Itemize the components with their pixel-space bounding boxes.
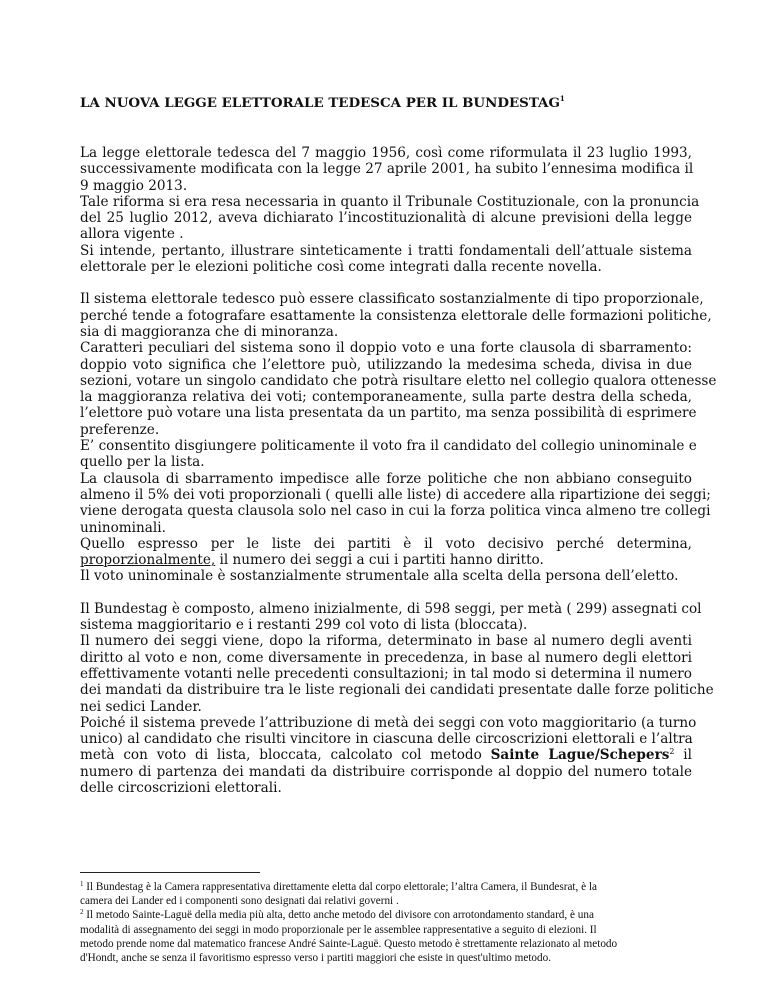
text-line: numero di partenza dei mandati da distribuire corrisponde al doppio del numero totale — [80, 763, 692, 780]
text-line: diritto al voto e non, come diversamente in precedenza, in base al numero degli elettori — [80, 649, 692, 666]
text-line: Quello espresso per le liste dei partiti è il voto decisivo perché determina, — [80, 535, 692, 552]
paragraph-system — [80, 291, 717, 585]
text-line: uninominali. — [80, 519, 166, 536]
text-line: 9 maggio 2013. — [80, 177, 188, 194]
text-line: preferenze. — [80, 421, 160, 438]
text-line: Caratteri peculiari del sistema sono il doppio voto e una forte clausola di sbarramento: — [80, 340, 692, 357]
text-line-start: metà con voto di lista, bloccata, calcolato col metodo — [80, 747, 491, 764]
text-line: Il sistema elettorale tedesco può essere classificato sostanzialmente di tipo proporzionale, — [80, 291, 704, 308]
text-line: viene derogata questa clausola solo nel caso in cui la forza politica vinca almeno tre collegi — [80, 503, 711, 520]
document-title — [80, 95, 565, 111]
text-line-rest: il numero dei seggi a cui i partiti hanno diritto. — [215, 552, 544, 569]
title-text: LA NUOVA LEGGE ELETTORALE TEDESCA PER IL BUNDESTAG — [80, 95, 560, 111]
text-line: Poiché il sistema prevede l’attribuzione di metà dei seggi con voto maggioritario (a turno — [80, 714, 697, 731]
text-line: sezioni, votare un singolo candidato che potrà risultare eletto nel collegio qualora ottenesse — [80, 372, 717, 389]
text-line-method — [80, 747, 692, 763]
text-line: l’elettore può votare una lista presentata da un partito, ma senza possibilità di esprimere — [80, 405, 697, 422]
text-line: Tale riforma si era resa necessaria in quanto il Tribunale Costituzionale, con la pronuncia — [80, 193, 700, 210]
footnote-line: metodo prende nome dal matematico francese André Sainte-Laguë. Questo metodo è strettamente relazionato al metodo — [80, 937, 618, 950]
title-footnote-ref[interactable]: 1 — [559, 94, 565, 103]
text-line: effettivamente votanti nelle precedenti consultazioni; in tal modo si determina il numero — [80, 665, 692, 682]
text-line: del 25 luglio 2012, aveva dichiarato l’incostituzionalità di alcune previsioni della legge — [80, 210, 692, 227]
footnote-2 — [80, 908, 692, 965]
text-line: Si intende, pertanto, illustrare sinteticamente i tratti fondamentali dell’attuale sistema — [80, 242, 692, 259]
footnotes — [80, 880, 692, 965]
text-line: E’ consentito disgiungere politicamente il voto fra il candidato del collegio uninominale e — [80, 438, 697, 455]
text-line: La legge elettorale tedesca del 7 maggio 1956, così come riformulata il 23 luglio 1993, — [80, 145, 692, 161]
footnote-mark: 2 — [80, 908, 84, 917]
paragraph-bundestag — [80, 600, 714, 797]
text-line: sistema maggioritario e i restanti 299 col voto di lista (bloccata). — [80, 617, 528, 634]
text-line: successivamente modificata con la legge 27 aprile 2001, ha subito l’ennesima modifica il — [80, 161, 694, 178]
text-line-end: il — [674, 747, 692, 764]
text-line: La clausola di sbarramento impedisce alle forze politiche che non abbiano conseguito — [80, 470, 692, 487]
text-line: dei mandati da distribuire tra le liste regionali dei candidati presentate dalle forze politiche — [80, 682, 714, 699]
footnote-divider — [80, 872, 260, 873]
document-body — [80, 145, 717, 812]
underlined-word: proporzionalmente, — [80, 552, 216, 569]
text-line: delle circoscrizioni elettorali. — [80, 779, 282, 796]
text-line: almeno il 5% dei voti proporzionali ( quelli alle liste) di accedere alla ripartizione dei seggi; — [80, 486, 711, 503]
text-line: unico) al candidato che risulti vincitore in ciascuna delle circoscrizioni elettorali e l’altra — [80, 731, 693, 748]
method-name: Sainte Lague/Schepers — [490, 747, 670, 764]
footnote-line: camera dei Lander ed i componenti sono designati dai relativi governi . — [80, 895, 399, 908]
text-line: la maggioranza relativa dei voti; contemporaneamente, sulla parte destra della scheda, — [80, 389, 692, 406]
paragraph-intro — [80, 145, 700, 276]
footnote-text: Il Bundestag è la Camera rappresentativa direttamente eletta dal corpo elettorale; l’altra Camera, il Bundesrat, è la — [83, 881, 597, 893]
footnote-line — [80, 880, 692, 894]
footnote-line: modalità di assegnamento dei seggi in modo proporzionale per le assemblee rappresentative a seguito di elezioni. Il — [80, 923, 597, 936]
text-line: elettorale per le elezioni politiche così come integrati dalla recente novella. — [80, 259, 602, 276]
footnote-1 — [80, 880, 692, 908]
method-footnote-ref[interactable]: 2 — [669, 747, 675, 757]
footnote-mark: 1 — [80, 880, 84, 888]
footnote-text: Il metodo Sainte-Laguë della media più alta, detto anche metodo del divisore con arrotondamento standard, è una — [83, 909, 594, 922]
text-line-underlined — [80, 552, 692, 568]
footnote-line — [80, 908, 692, 922]
text-line: Il voto uninominale è sostanzialmente strumentale alla scelta della persona dell’eletto. — [80, 568, 679, 585]
text-line: quello per la lista. — [80, 454, 205, 471]
footnote-line: d'Hondt, anche se senza il favoritismo espresso verso i partiti maggiori che esiste in quest'ultimo metodo. — [80, 952, 552, 965]
text-line: sia di maggioranza che di minoranza. — [80, 323, 339, 340]
text-line: allora vigente . — [80, 226, 184, 243]
text-line: doppio voto significa che l’elettore può, utilizzando la medesima scheda, divisa in due — [80, 356, 692, 373]
text-line: Il numero dei seggi viene, dopo la riforma, determinato in base al numero degli aventi — [80, 633, 692, 650]
document-page — [80, 0, 717, 994]
text-line: Il Bundestag è composto, almeno inizialmente, di 598 seggi, per metà ( 299) assegnati col — [80, 600, 702, 617]
text-line: nei sedici Lander. — [80, 698, 202, 715]
text-line: perché tende a fotografare esattamente la consistenza elettorale delle formazioni politiche, — [80, 307, 712, 324]
